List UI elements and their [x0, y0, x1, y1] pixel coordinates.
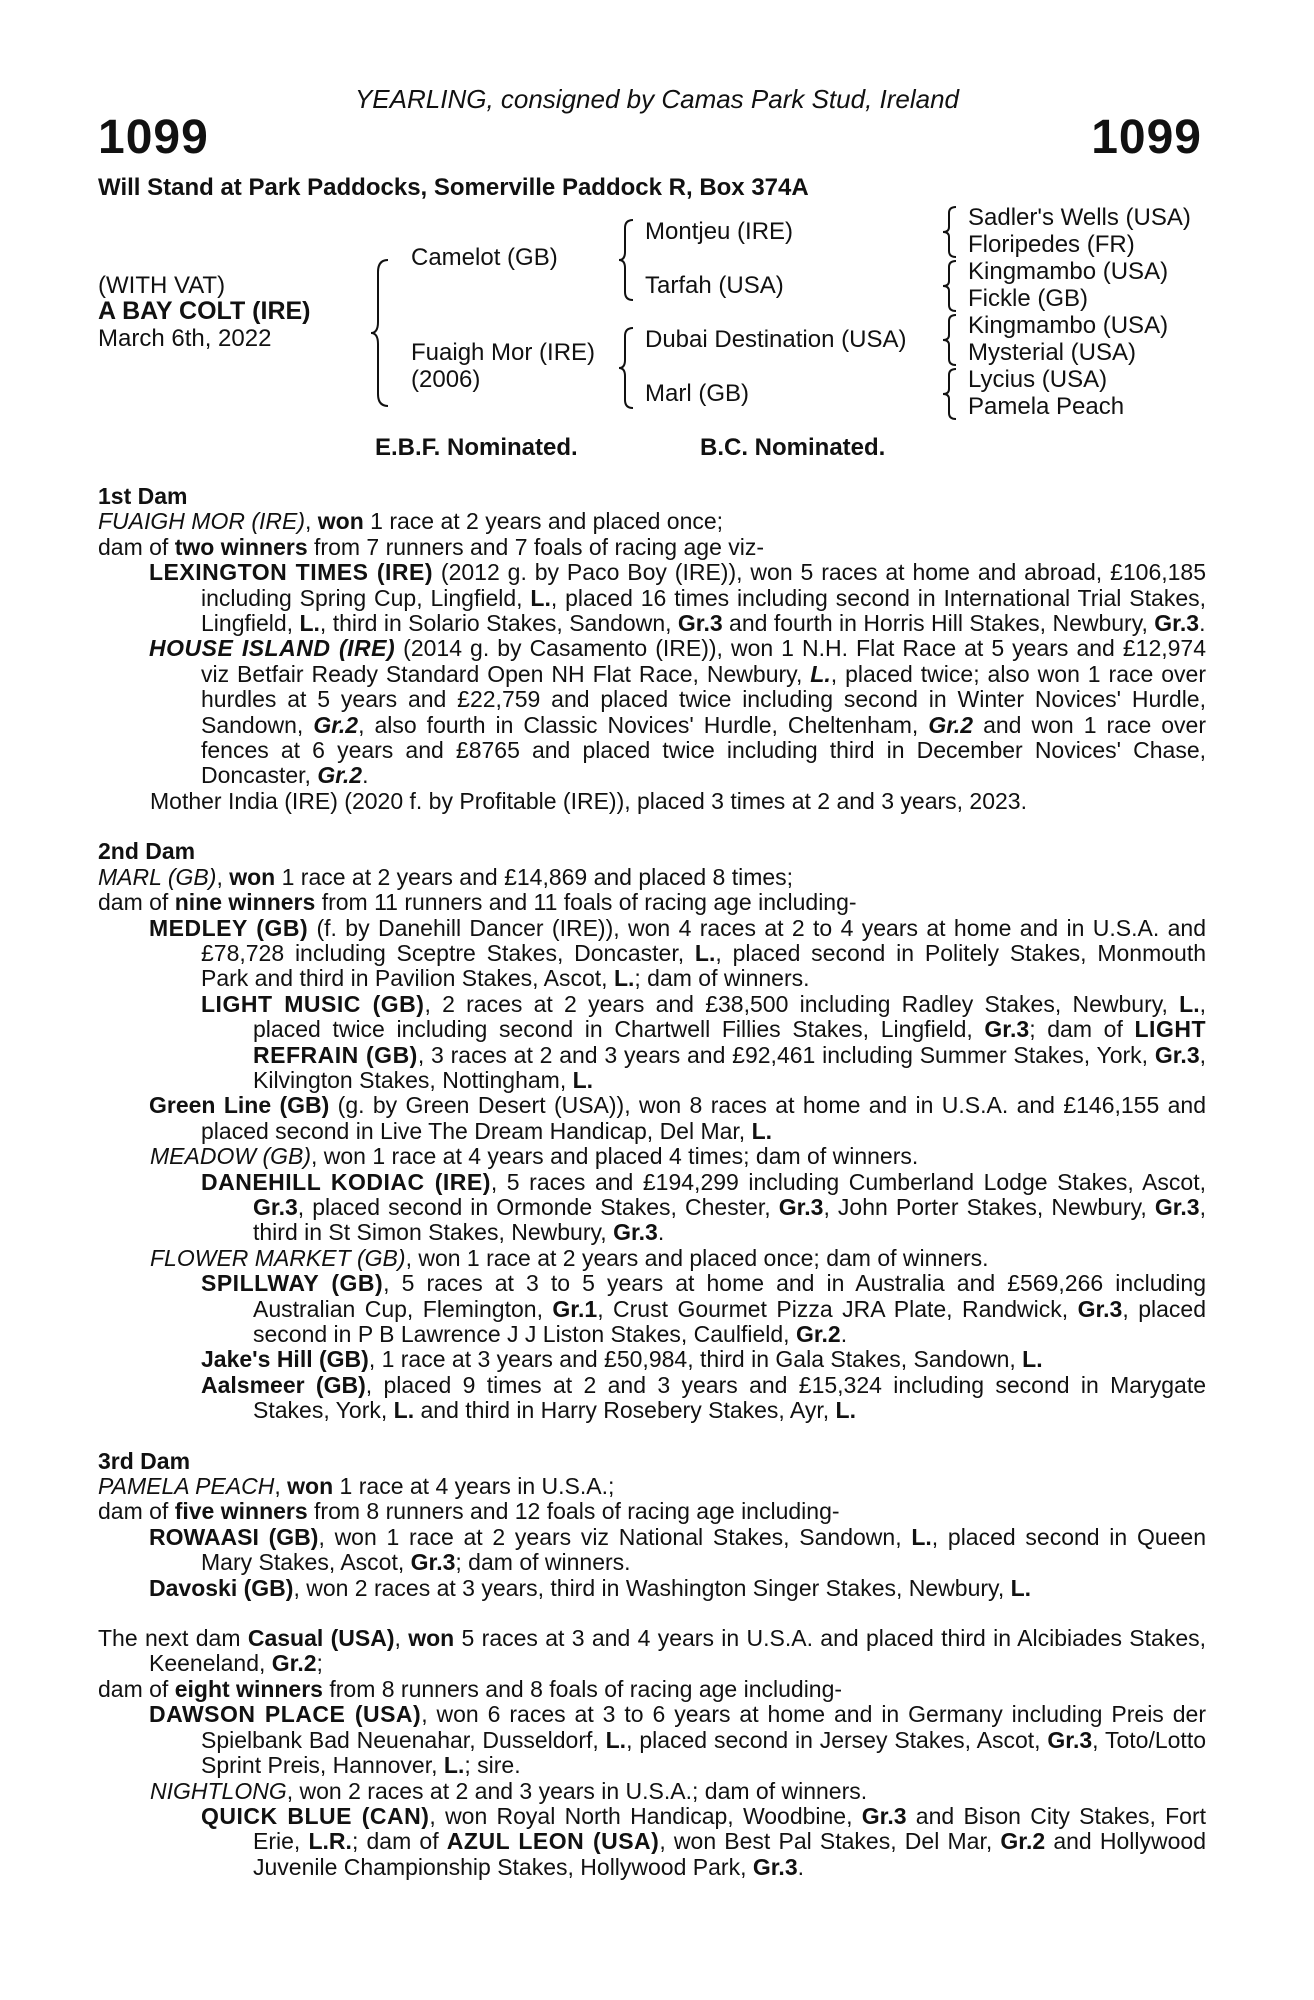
- consignment-line: YEARLING, consigned by Camas Park Stud, Ireland: [354, 84, 960, 114]
- second-dam-line: MARL (GB), won 1 race at 2 years and £14,869 and placed 8 times;: [98, 863, 794, 890]
- sire-sire: Montjeu (IRE): [645, 218, 794, 245]
- produce-lexington-times: LEXINGTON TIMES (IRE) (2012 g. by Paco Boy (IRE)), won 5 races at home and abroad, £106,185 including Spring Cup, Lingfield, L., placed 16 times including second in International Trial Stakes, Lingfield, L., third in Solario Stakes, Sandown, Gr.3 and fourth in Horris Hill Stakes, Newbury, Gr.3.: [149, 559, 1206, 637]
- produce-davoski: Davoski (GB), won 2 races at 3 years, third in Washington Singer Stakes, Newbury, L.: [149, 1574, 1032, 1601]
- sire: Camelot (GB): [411, 244, 558, 271]
- first-dam-produce-summary: dam of two winners from 7 runners and 7 foals of racing age viz-: [98, 533, 765, 560]
- produce-record: [98, 484, 1206, 1880]
- produce-house-island: HOUSE ISLAND (IRE) (2014 g. by Casamento (IRE)), won 1 N.H. Flat Race at 5 years and £12,974 viz Betfair Ready Standard Open NH Flat Race, Newbury, L., placed twice; also won 1 race over hurdles at 5 years and £22,759 and placed twice including second in Winter Novices' Hurdle, Sandown, Gr.2, also fourth in Classic Novices' Hurdle, Cheltenham, Gr.2 and won 1 race over fences at 6 years and £8765 and placed twice including third in December Novices' Chase, Doncaster, Gr.2.: [149, 635, 1207, 789]
- second-dam-produce-summary: dam of nine winners from 11 runners and 11 foals of racing age including-: [98, 889, 857, 916]
- next-dam-line: The next dam Casual (USA), won 5 races at 3 and 4 years in U.S.A. and placed third in Alcibiades Stakes, Keeneland, Gr.2;: [98, 1625, 1207, 1677]
- produce-aalsmeer: Aalsmeer (GB), placed 9 times at 2 and 3 years and £15,324 including second in Marygate Stakes, York, L. and third in Harry Rosebery Stakes, Ayr, L.: [201, 1371, 1206, 1424]
- foaling-date: March 6th, 2022: [98, 325, 272, 352]
- produce-medley: MEDLEY (GB) (f. by Danehill Dancer (IRE)), won 4 races at 2 to 4 years at home and in U.S.A. and £78,728 including Sceptre Stakes, Doncaster, L., placed second in Politely Stakes, Monmouth Park and third in Pavilion Stakes, Ascot, L.; dam of winners.: [149, 914, 1207, 992]
- first-dam-heading: 1st Dam: [98, 483, 188, 509]
- produce-light-music: LIGHT MUSIC (GB), 2 races at 2 years and £38,500 including Radley Stakes, Newbury, L., placed twice including second in Chartwell Fillies Stakes, Lingfield, Gr.3; dam of LIGHT REFRAIN (GB), 3 races at 2 and 3 years and £92,461 including Summer Stakes, York, Gr.3, Kilvington Stakes, Nottingham, L.: [201, 990, 1207, 1093]
- produce-spillway: SPILLWAY (GB), 5 races at 3 to 5 years at home and in Australia and £569,266 including Australian Cup, Flemington, Gr.1, Crust Gourmet Pizza JRA Plate, Randwick, Gr.3, placed second in P B Lawrence J J Liston Stakes, Caulfield, Gr.2.: [201, 1270, 1206, 1347]
- dam-sire: Dubai Destination (USA): [645, 326, 907, 353]
- brace-g4: [942, 367, 958, 421]
- brace-g1: [942, 205, 958, 259]
- ggs-2: Floripedes (FR): [968, 231, 1135, 258]
- lot-number-left: 1099: [98, 111, 209, 164]
- brace-main: [370, 258, 392, 408]
- next-dam-produce-summary: dam of eight winners from 8 runners and 8 foals of racing age including-: [98, 1675, 843, 1702]
- third-dam-produce-summary: dam of five winners from 8 runners and 12 foals of racing age including-: [98, 1498, 840, 1525]
- ggs-4: Fickle (GB): [968, 285, 1088, 312]
- sire-dam: Tarfah (USA): [645, 272, 784, 299]
- produce-nightlong: NIGHTLONG, won 2 races at 2 and 3 years in U.S.A.; dam of winners.: [150, 1777, 868, 1804]
- dam-year: (2006): [411, 366, 481, 393]
- produce-flower-market: FLOWER MARKET (GB), won 1 race at 2 years and placed once; dam of winners.: [150, 1244, 989, 1271]
- stabling-line: Will Stand at Park Paddocks, Somerville Paddock R, Box 374A: [98, 174, 809, 201]
- produce-dawson-place: DAWSON PLACE (USA), won 6 races at 3 to 6 years at home and in Germany including Preis der Spielbank Bad Neuenahar, Dusseldorf, L., placed second in Jersey Stakes, Ascot, Gr.3, Toto/Lotto Sprint Preis, Hannover, L.; sire.: [149, 1701, 1207, 1779]
- produce-quick-blue: QUICK BLUE (CAN), won Royal North Handicap, Woodbine, Gr.3 and Bison City Stakes, Fort Erie, L.R.; dam of AZUL LEON (USA), won Best Pal Stakes, Del Mar, Gr.2 and Hollywood Juvenile Championship Stakes, Hollywood Park, Gr.3.: [201, 1802, 1207, 1880]
- produce-green-line: Green Line (GB) (g. by Green Desert (USA)), won 8 races at home and in U.S.A. and £146,155 and placed second in Live The Dream Handicap, Del Mar, L.: [149, 1092, 1206, 1144]
- produce-mother-india: Mother India (IRE) (2020 f. by Profitable (IRE)), placed 3 times at 2 and 3 years, 2023.: [150, 787, 1027, 814]
- brace-g2: [942, 259, 958, 313]
- ggs-3: Kingmambo (USA): [968, 258, 1169, 285]
- horse-name: A BAY COLT (IRE): [98, 297, 311, 325]
- dam-dam: Marl (GB): [645, 380, 749, 407]
- second-dam-heading: 2nd Dam: [98, 838, 196, 865]
- ebf-nomination: E.B.F. Nominated.: [375, 434, 578, 461]
- ggs-8: Pamela Peach: [968, 393, 1125, 420]
- produce-meadow: MEADOW (GB), won 1 race at 4 years and placed 4 times; dam of winners.: [150, 1143, 919, 1170]
- vat-note: (WITH VAT): [98, 272, 226, 299]
- third-dam-heading: 3rd Dam: [98, 1447, 191, 1474]
- brace-g3: [942, 313, 958, 367]
- ggs-1: Sadler's Wells (USA): [968, 204, 1191, 231]
- brace-sire: [618, 218, 636, 302]
- ggs-7: Lycius (USA): [968, 366, 1108, 393]
- ggs-5: Kingmambo (USA): [968, 312, 1169, 339]
- ggs-6: Mysterial (USA): [968, 339, 1137, 366]
- brace-dam: [618, 326, 636, 410]
- dam: Fuaigh Mor (IRE): [411, 339, 596, 366]
- third-dam-line: PAMELA PEACH, won 1 race at 4 years in U.S.A.;: [98, 1473, 615, 1500]
- bc-nomination: B.C. Nominated.: [700, 434, 886, 461]
- produce-jakes-hill: Jake's Hill (GB), 1 race at 3 years and £50,984, third in Gala Stakes, Sandown, L.: [201, 1346, 1043, 1373]
- lot-number-right: 1099: [1091, 111, 1202, 164]
- produce-rowaasi: ROWAASI (GB), won 1 race at 2 years viz National Stakes, Sandown, L., placed second in Queen Mary Stakes, Ascot, Gr.3; dam of winners.: [149, 1523, 1206, 1576]
- produce-danehill-kodiac: DANEHILL KODIAC (IRE), 5 races and £194,299 including Cumberland Lodge Stakes, Ascot, Gr.3, placed second in Ormonde Stakes, Chester, Gr.3, John Porter Stakes, Newbury, Gr.3, third in St Simon Stakes, Newbury, Gr.3.: [201, 1168, 1207, 1246]
- first-dam-line: FUAIGH MOR (IRE), won 1 race at 2 years and placed once;: [98, 508, 724, 535]
